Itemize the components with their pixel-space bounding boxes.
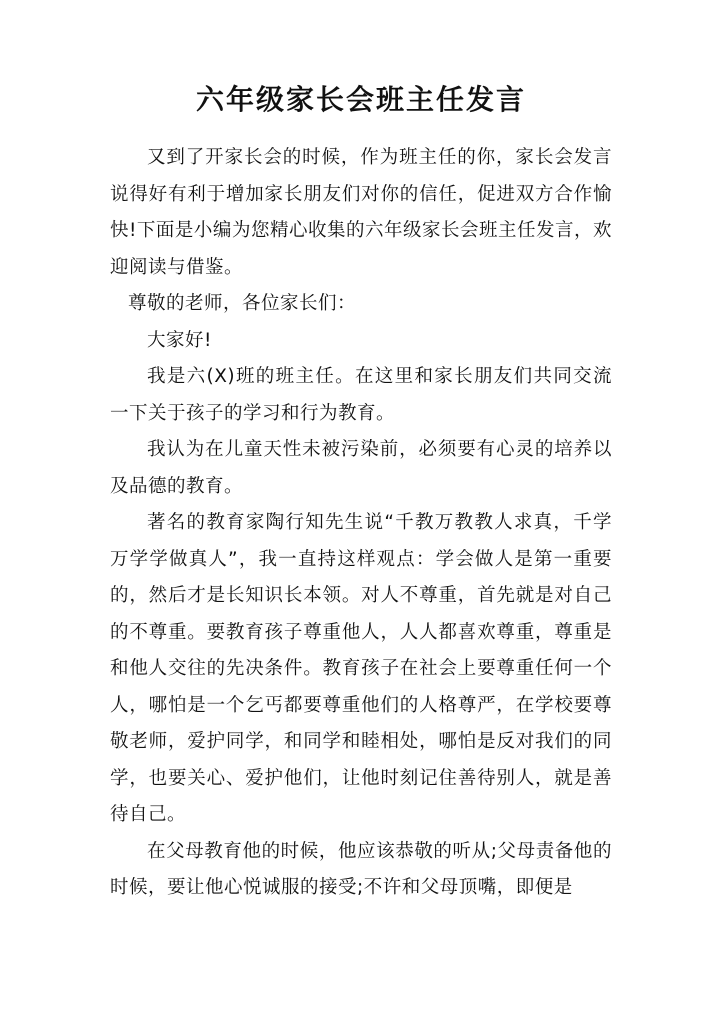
paragraph-self-introduction: 我是六(X)班的班主任。在这里和家长朋友们共同交流一下关于孩子的学习和行为教育。 bbox=[110, 366, 612, 424]
paragraph-intro: 又到了开家长会的时候，作为班主任的你，家长会发言说得好有利于增加家长朋友们对你的信任，促进双方合作愉快!下面是小编为您精心收集的六年级家长会班主任发言，欢迎阅读与借鉴。 bbox=[110, 147, 612, 278]
paragraph-salutation: 尊敬的老师，各位家长们： bbox=[128, 293, 357, 314]
paragraph-respect-parents: 在父母教育他的时候，他应该恭敬的听从;父母责备他的时候，要让他心悦诚服的接受;不许和父母顶嘴，即便是 bbox=[110, 840, 612, 898]
document-title: 六年级家长会班主任发言 bbox=[195, 83, 526, 116]
paragraph-moral-education: 我认为在儿童天性未被污染前，必须要有心灵的培养以及品德的教育。 bbox=[110, 439, 612, 497]
paragraph-greeting: 大家好! bbox=[147, 329, 212, 351]
paragraph-tao-xingzhi-quote: 著名的教育家陶行知先生说“千教万教教人求真，千学万学学做真人”，我一直持这样观点：学会做人是第一重要的，然后才是长知识长本领。对人不尊重，首先就是对自己的不尊重。要教育孩子尊重他人，人人都喜欢尊重，尊重是和他人交往的先决条件。教育孩子在社会上要尊重任何一个人，哪怕是一个乞丐都要尊重他们的人格尊严，在学校要尊敬老师，爱护同学，和同学和睦相处，哪怕是反对我们的同学，也要关心、爱护他们，让他时刻记住善待别人，就是善待自己。 bbox=[110, 512, 612, 825]
